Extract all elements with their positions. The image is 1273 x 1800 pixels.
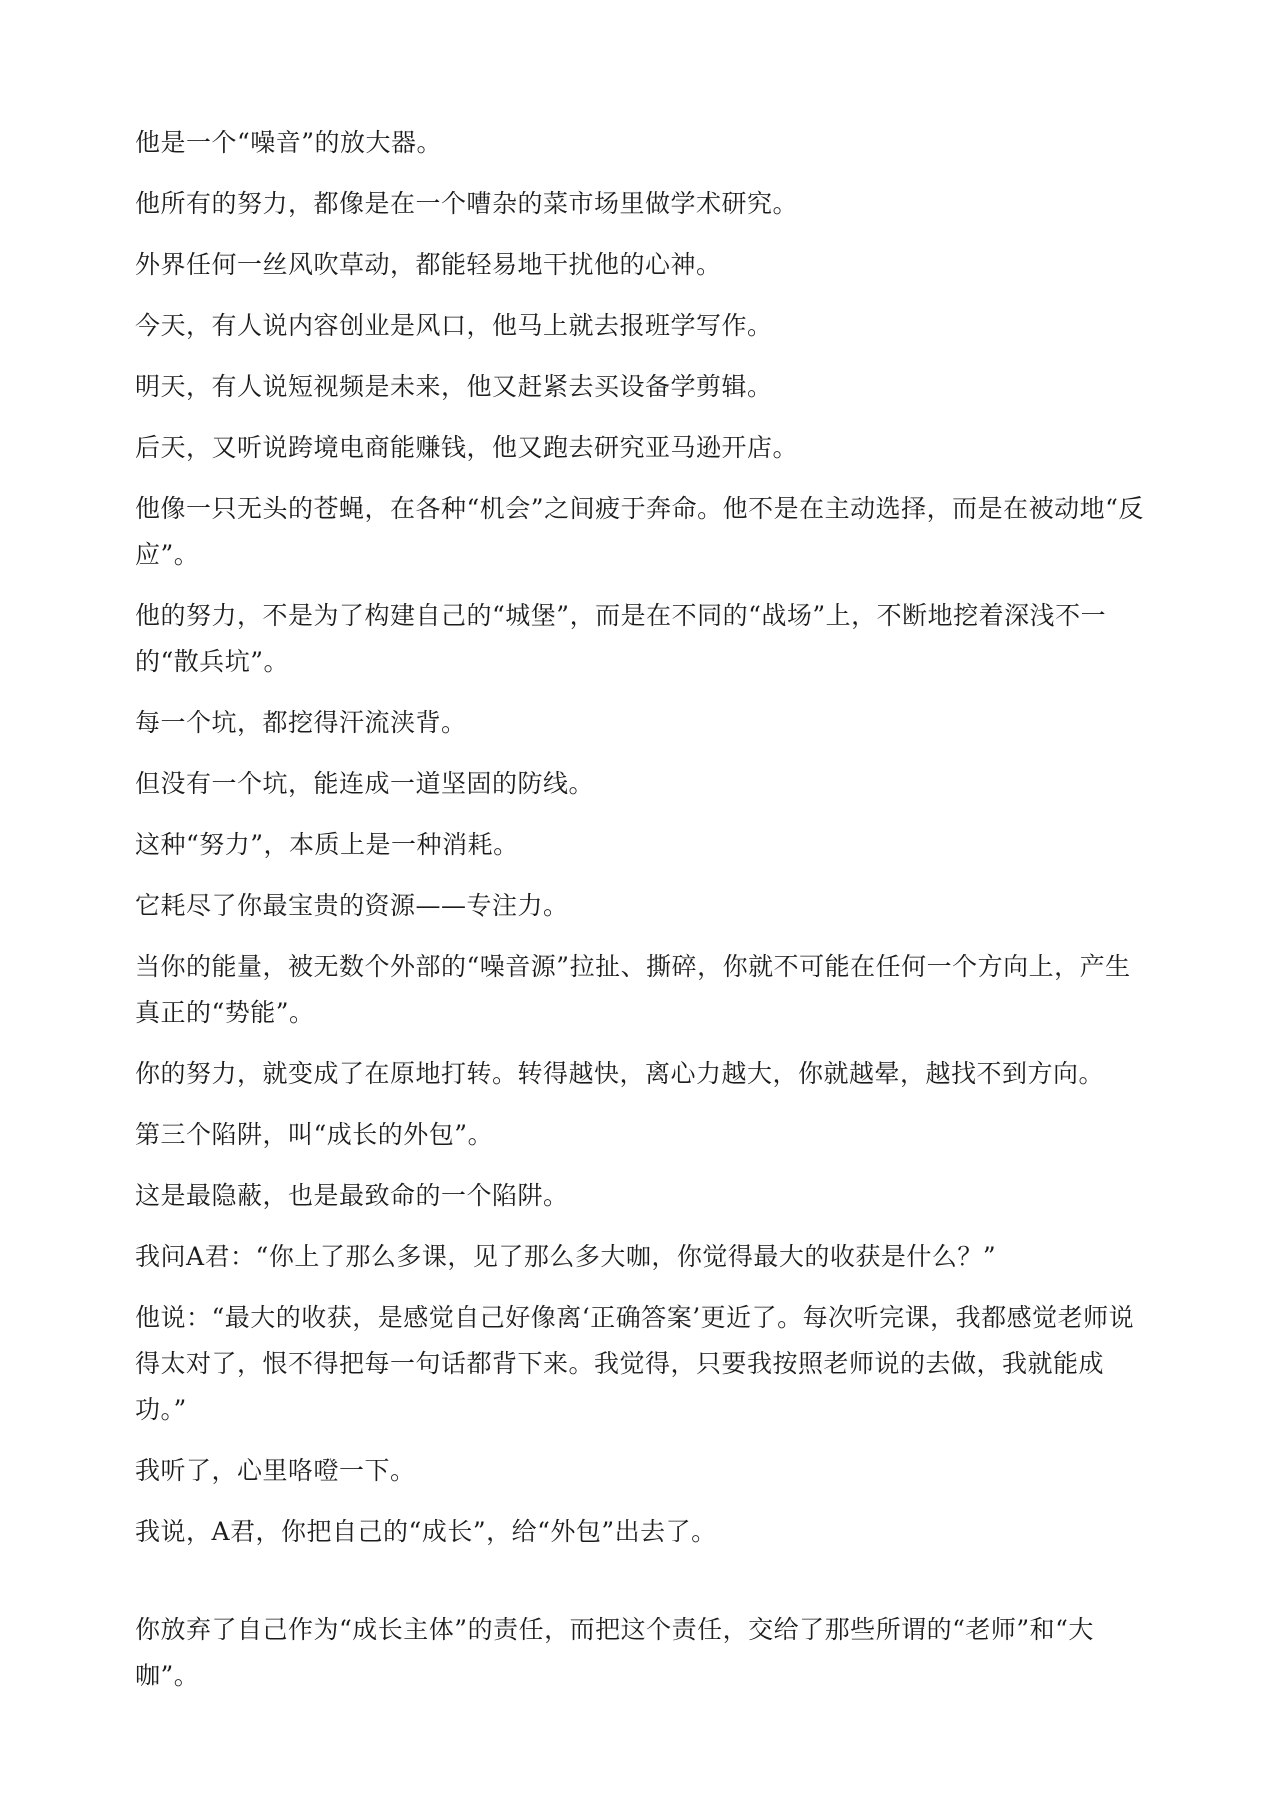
paragraph: 他像一只无头的苍蝇，在各种“机会”之间疲于奔命。他不是在主动选择，而是在被动地“反应”。 <box>135 494 1144 569</box>
paragraph: 当你的能量，被无数个外部的“噪音源”拉扯、撕碎，你就不可能在任何一个方向上，产生真正的“势能”。 <box>135 952 1131 1027</box>
paragraph: 我听了，心里咯噔一下。 <box>135 1456 416 1485</box>
paragraph: 你放弃了自己作为“成长主体”的责任，而把这个责任，交给了那些所谓的“老师”和“大咖”。 <box>135 1615 1094 1690</box>
paragraph: 外界任何一丝风吹草动，都能轻易地干扰他的心神。 <box>135 250 722 279</box>
paragraph: 这是最隐蔽，也是最致命的一个陷阱。 <box>135 1181 569 1210</box>
paragraph: 他是一个“噪音”的放大器。 <box>135 128 443 157</box>
paragraph: 他所有的努力，都像是在一个嘈杂的菜市场里做学术研究。 <box>135 189 799 218</box>
paragraph: 这种“努力”，本质上是一种消耗。 <box>135 830 519 859</box>
paragraph: 他的努力，不是为了构建自己的“城堡”，而是在不同的“战场”上，不断地挖着深浅不一的“散兵坑”。 <box>135 601 1107 676</box>
article-body <box>135 120 1145 1714</box>
paragraph: 我问A君：“你上了那么多课，见了那么多大咖，你觉得最大的收获是什么？” <box>135 1242 997 1271</box>
paragraph: 它耗尽了你最宝贵的资源——专注力。 <box>135 891 569 920</box>
paragraph: 今天，有人说内容创业是风口，他马上就去报班学写作。 <box>135 311 773 340</box>
paragraph: 后天，又听说跨境电商能赚钱，他又跑去研究亚马逊开店。 <box>135 433 799 462</box>
paragraph: 你的努力，就变成了在原地打转。转得越快，离心力越大，你就越晕，越找不到方向。 <box>135 1059 1105 1088</box>
paragraph: 我说，A君，你把自己的“成长”，给“外包”出去了。 <box>135 1517 717 1546</box>
paragraph: 但没有一个坑，能连成一道坚固的防线。 <box>135 769 595 798</box>
paragraph: 第三个陷阱，叫“成长的外包”。 <box>135 1120 494 1149</box>
paragraph: 他说：“最大的收获，是感觉自己好像离‘正确答案’更近了。每次听完课，我都感觉老师说得太对了，恨不得把每一句话都背下来。我觉得，只要我按照老师说的去做，我就能成功。” <box>135 1303 1135 1424</box>
paragraph: 明天，有人说短视频是未来，他又赶紧去买设备学剪辑。 <box>135 372 773 401</box>
paragraph: 每一个坑，都挖得汗流浃背。 <box>135 708 467 737</box>
